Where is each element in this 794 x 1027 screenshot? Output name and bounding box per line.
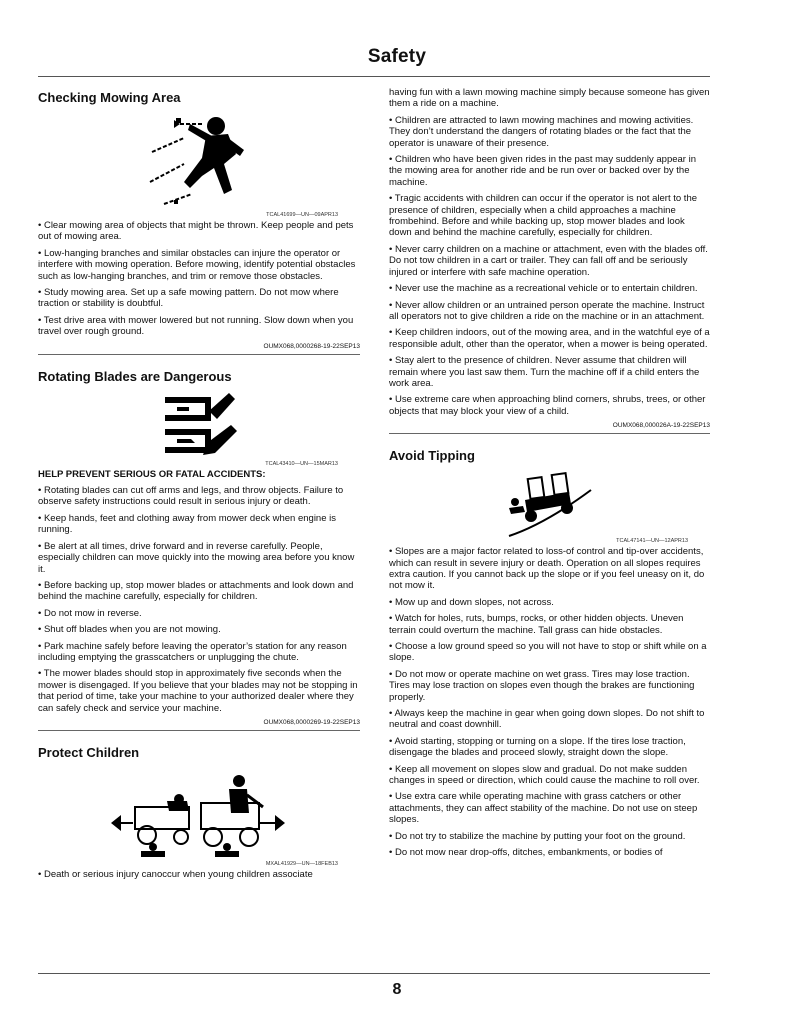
figure-caption: TCAL47141—UN—12APR13 bbox=[616, 538, 688, 545]
paragraph: • Clear mowing area of objects that might be thrown. Keep people and pets out of mowing area. bbox=[38, 220, 354, 243]
paragraph: • Park machine safely before leaving the operator’s station for any reason including emptying the grasscatchers or unplugging the chute. bbox=[38, 640, 347, 663]
figure-caption: TCAL41699—UN—09APR13 bbox=[266, 212, 338, 218]
thrown-objects-icon bbox=[144, 112, 254, 212]
paragraph: • Test drive area with mower lowered but not running. Slow down when you travel over rough ground. bbox=[38, 314, 354, 338]
paragraph: • Mow up and down slopes, not across. bbox=[389, 596, 554, 608]
paragraph: • Be alert at all times, drive forward and in reverse carefully. People, especially children can move quickly into the mowing area before you know it. bbox=[38, 540, 355, 575]
paragraph: • Use extreme care when approaching blind corners, shrubs, trees, or other objects that may block your view of a child. bbox=[389, 394, 706, 417]
section-heading-rotating-blades: Rotating Blades are Dangerous bbox=[38, 368, 232, 384]
figure-caption: MXAL41929—UN—18FEB13 bbox=[265, 860, 338, 867]
tipping-tractor-icon bbox=[505, 470, 595, 538]
paragraph: • The mower blades should stop in approximately five seconds when the mower is disengaged. If you believe that your blades may not be stopping in that period of time, take your machine to your authorized dealer where they can safely check and service your machine. bbox=[38, 668, 358, 714]
warning-heading: HELP PREVENT SERIOUS OR FATAL ACCIDENTS: bbox=[38, 468, 266, 480]
paragraph: • Children are attracted to lawn mowing machines and mowing activities. They don’t understand the dangers of rotating blades or the fact that the operator is unaware of their presence. bbox=[389, 114, 694, 149]
paragraph: • Do not try to stabilize the machine by putting your foot on the ground. bbox=[389, 830, 686, 842]
reference-code: OUMX068,0000269-19-22SEP13 bbox=[38, 719, 360, 731]
paragraph: • Keep hands, feet and clothing away from mower deck when engine is running. bbox=[38, 512, 336, 536]
paragraph: • Never carry children on a machine or attachment, even with the blades off. Do not tow children in a cart or trailer. They can fall off and be seriously injured or interfere with safe machine operation. bbox=[389, 243, 708, 278]
paragraph: • Death or serious injury canoccur when young children associate bbox=[38, 868, 313, 880]
reference-code: OUMX068,000026A-19-22SEP13 bbox=[389, 422, 710, 434]
section-heading-avoid-tipping: Avoid Tipping bbox=[389, 448, 475, 464]
thrown-objects-figure bbox=[38, 112, 360, 212]
section-heading-protect-children: Protect Children bbox=[38, 744, 140, 760]
paragraph: • Slopes are a major factor related to loss-of control and tip-over accidents, which can result in severe injury or death. Operation on all slopes requires extra caution. If you cannot back up the slope or if you feel uneasy on it, do not mow it. bbox=[389, 546, 705, 592]
paragraph: • Watch for holes, ruts, bumps, rocks, or other hidden objects. Uneven terrain could overturn the machine. Tall grass can hide obstacles. bbox=[389, 613, 684, 636]
reference-code: OUMX068,0000268-19-22SEP13 bbox=[38, 343, 360, 355]
rotating-blades-figure bbox=[38, 391, 360, 461]
right-column bbox=[389, 87, 710, 864]
avoid-tipping-figure bbox=[389, 470, 710, 538]
paragraph: • Use extra care while operating machine with grass catchers or other attachments, they can affect stability of the machine. Do not use on steep slopes. bbox=[389, 791, 698, 826]
section-heading-checking-mowing-area: Checking Mowing Area bbox=[38, 90, 181, 105]
paragraph: • Rotating blades can cut off arms and legs, and throw objects. Failure to observe safety instructions could result in serious injury or death. bbox=[38, 485, 344, 508]
paragraph: • Keep all movement on slopes slow and gradual. Do not make sudden changes in speed or direction, which could cause the machine to roll over. bbox=[389, 763, 700, 787]
paragraph: • Tragic accidents with children can occur if the operator is not alert to the presence of children, especially when a child approaches a machine frombehind. Before and while backing up, stop mower blades and look down and behind the machine carefully, especially for children. bbox=[389, 193, 698, 239]
paragraph: • Shut off blades when you are not mowing. bbox=[38, 624, 221, 636]
paragraph: • Do not mow in reverse. bbox=[38, 607, 142, 619]
paragraph: • Study mowing area. Set up a safe mowing pattern. Do not mow where traction or stability is doubtful. bbox=[38, 287, 339, 310]
paragraph: • Do not mow near drop-offs, ditches, embankments, or bodies of bbox=[389, 847, 663, 859]
figure-caption: TCAL43410—UN—15MAR13 bbox=[265, 460, 338, 467]
paragraph: • Never use the machine as a recreational vehicle or to entertain children. bbox=[389, 283, 698, 295]
page-number: 8 bbox=[392, 981, 402, 998]
paragraph: • Children who have been given rides in the past may suddenly appear in the mowing area for another ride and be run over or backed over by the machine. bbox=[389, 154, 696, 188]
page-title: Safety bbox=[367, 46, 427, 67]
paragraph: • Always keep the machine in gear when going down slopes. Do not shift to neutral and coast downhill. bbox=[389, 708, 705, 731]
protect-children-figure bbox=[38, 767, 360, 861]
paragraph: • Before backing up, stop mower blades or attachments and look down and behind the machine carefully, especially for children. bbox=[38, 579, 354, 603]
paragraph: • Never allow children or an untrained person operate the machine. Instruct all operators not to give children a ride on the machine or in an attachment. bbox=[389, 299, 705, 322]
paragraph: • Choose a low ground speed so you will not have to stop or shift while on a slope. bbox=[389, 641, 707, 664]
children-tractor-icon bbox=[109, 767, 289, 861]
paragraph: • Keep children indoors, out of the mowing area, and in the watchful eye of a responsible adult, other than the operator, when a mower is being operated. bbox=[389, 327, 710, 350]
paragraph: • Stay alert to the presence of children. Never assume that children will remain where you last saw them. Turn the machine off if a child enters the work area. bbox=[389, 355, 700, 389]
header-rule bbox=[38, 76, 710, 77]
paragraph: • Avoid starting, stopping or turning on a slope. If the tires lose traction, disengage the blades and proceed slowly, straight down the slope. bbox=[389, 735, 686, 759]
paragraph: having fun with a lawn mowing machine simply because someone has given them a ride on a machine. bbox=[389, 87, 710, 110]
paragraph: • Do not mow or operate machine on wet grass. Tires may lose traction. Tires may lose traction on slopes even though the brakes are functioning properly. bbox=[389, 668, 695, 703]
blade-hand-foot-icon bbox=[159, 391, 239, 461]
left-column bbox=[38, 87, 360, 885]
paragraph: • Low-hanging branches and similar obstacles can injure the operator or interfere with mowing operation. Before mowing, identify potential obstacles such as low-hanging branches, and trim or remove those obstacles. bbox=[38, 247, 356, 282]
footer-rule bbox=[38, 973, 710, 974]
